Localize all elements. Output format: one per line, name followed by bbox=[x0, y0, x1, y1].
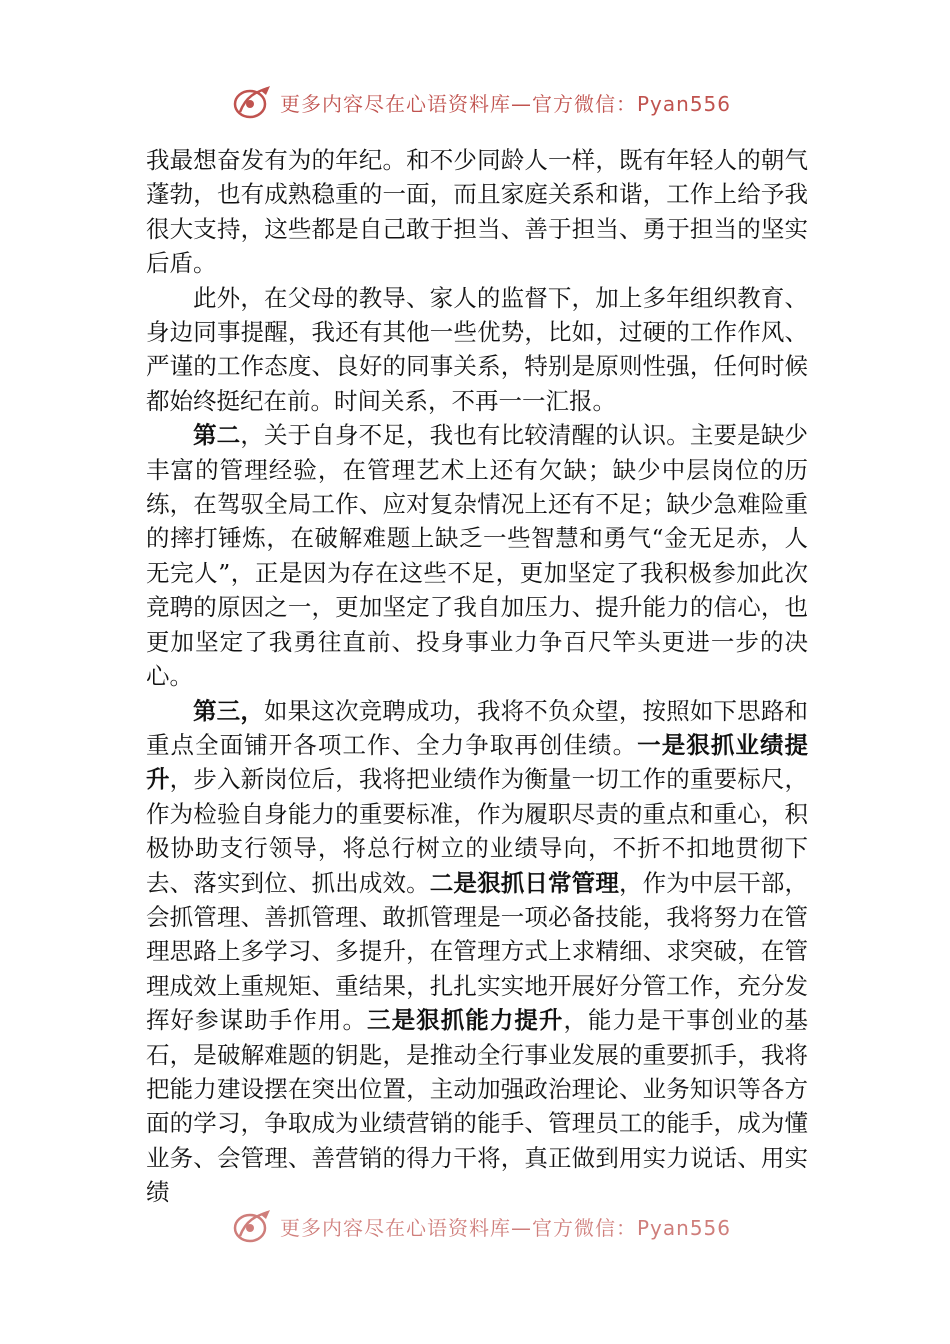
bold-point-1: 一是狠抓业绩提升 bbox=[146, 730, 809, 794]
header-watermark bbox=[230, 82, 750, 122]
brand-logo-icon bbox=[230, 1206, 274, 1246]
section-lead: 第三， bbox=[193, 696, 264, 725]
paragraph-continuation bbox=[146, 143, 808, 281]
paragraph-text: ，能力是干事创业的基石，是破解难题的钥匙，是推动全行事业发展的重要抓手，我将把能力建设摆在突出位置，主动加强政治理论、业务知识等各方面的学习，争取成为业绩营销的能手、管理员工的能手，成为懂业务、会管理、善营销的得力干将，真正做到用实力说话、用实绩 bbox=[146, 1006, 809, 1207]
paragraph-text: 此外，在父母的教导、家人的监督下，加上多年组织教育、身边同事提醒，我还有其他一些优势，比如，过硬的工作作风、严谨的工作态度、良好的同事关系，特别是原则性强，任何时候都始终挺纪在前。时间关系，不再一一汇报。 bbox=[146, 283, 808, 415]
brand-logo-icon bbox=[230, 82, 274, 122]
paragraph-advantages bbox=[146, 281, 808, 419]
bold-point-2: 二是狠抓日常管理 bbox=[429, 868, 619, 897]
footer-watermark bbox=[230, 1206, 750, 1246]
paragraph-text: ，关于自身不足，我也有比较清醒的认识。主要是缺少丰富的管理经验，在管理艺术上还有欠缺；缺少中层岗位的历练，在驾驭全局工作、应对复杂情况上还有不足；缺少急难险重的摔打锤炼，在破解难题上缺乏一些智慧和勇气“金无足赤，人无完人”，正是因为存在这些不足，更加坚定了我积极参加此次竞聘的原因之一，更加坚定了我自加压力、提升能力的信心，也更加坚定了我勇往直前、投身事业力争百尺竿头更进一步的决心。 bbox=[146, 421, 809, 691]
paragraph-text: ，步入新岗位后，我将把业绩作为衡量一切工作的重要标尺，作为检验自身能力的重要标准，作为履职尽责的重点和重心，积极协助支行领导，将总行树立的业绩导向，不折不扣地贯彻下去、落实到位、抓出成效。 bbox=[146, 765, 809, 897]
document-body bbox=[146, 143, 808, 1210]
paragraph-text: ，作为中层干部，会抓管理、善抓管理、敢抓管理是一项必备技能，我将努力在管理思路上多学习、多提升，在管理方式上求精细、求突破，在管理成效上重规矩、重结果，扎扎实实地开展好分管工作，充分发挥好参谋助手作用。 bbox=[146, 868, 809, 1035]
paragraph-second bbox=[146, 418, 808, 693]
paragraph-third bbox=[146, 694, 808, 1210]
watermark-text: 更多内容尽在心语资料库—官方微信：Pyan556 bbox=[280, 91, 732, 116]
paragraph-text: 如果这次竞聘成功，我将不负众望，按照如下思路和重点全面铺开各项工作、全力争取再创佳绩。 bbox=[146, 696, 809, 759]
watermark-text: 更多内容尽在心语资料库—官方微信：Pyan556 bbox=[280, 1215, 732, 1240]
section-lead: 第二 bbox=[193, 421, 241, 450]
paragraph-text: 我最想奋发有为的年纪。和不少同龄人一样，既有年轻人的朝气蓬勃，也有成熟稳重的一面，而且家庭关系和谐，工作上给予我很大支持，这些都是自己敢于担当、善于担当、勇于担当的坚实后盾。 bbox=[146, 146, 808, 278]
bold-point-3: 三是狠抓能力提升 bbox=[367, 1006, 564, 1035]
